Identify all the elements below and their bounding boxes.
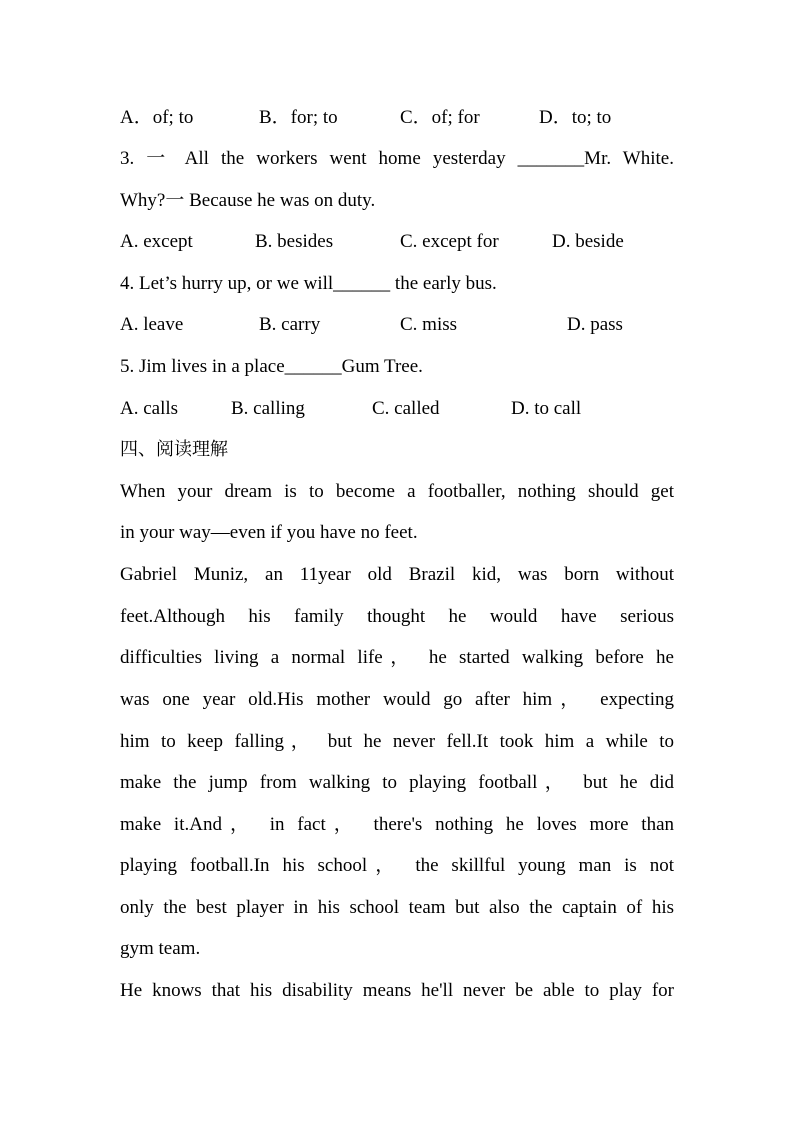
q4-stem: 4. Let’s hurry up, or we will______ the early bus. bbox=[120, 273, 497, 294]
passage-line: was one year old.His mother would go after him， expecting bbox=[120, 689, 674, 710]
section-heading: 四、阅读理解 bbox=[120, 439, 228, 460]
q4-option-d: D. pass bbox=[567, 314, 623, 335]
passage-line: playing football.In his school， the skillful young man is not bbox=[120, 855, 674, 876]
q3-option-c: C. except for bbox=[400, 231, 499, 252]
passage-line: in your way—even if you have no feet. bbox=[120, 522, 418, 543]
passage-line: only the best player in his school team but also the captain of his bbox=[120, 897, 674, 918]
passage-line: him to keep falling， but he never fell.It took him a while to bbox=[120, 731, 674, 752]
q3-option-a: A. except bbox=[120, 231, 193, 252]
q2-option-c: C．of; for bbox=[400, 107, 480, 128]
q3-stem-line-1: 3. 一 All the workers went home yesterday _______Mr. White. bbox=[120, 148, 674, 169]
q3-option-d: D. beside bbox=[552, 231, 624, 252]
q5-option-c: C. called bbox=[372, 398, 440, 419]
q3-option-b: B. besides bbox=[255, 231, 334, 252]
passage-line: make it.And， in fact， there's nothing he loves more than bbox=[120, 814, 674, 835]
q2-option-d: D．to; to bbox=[539, 107, 612, 128]
q4-option-c: C. miss bbox=[400, 314, 458, 335]
passage-line: When your dream is to become a footballer, nothing should get bbox=[120, 481, 674, 502]
q3-stem-line-2: Why?一 Because he was on duty. bbox=[120, 190, 376, 211]
q2-option-a: A．of; to bbox=[120, 107, 194, 128]
passage-line: Gabriel Muniz, an 11year old Brazil kid, was born without bbox=[120, 564, 674, 585]
q5-option-a: A. calls bbox=[120, 398, 179, 419]
passage-line: He knows that his disability means he'll never be able to play for bbox=[120, 980, 674, 1001]
q2-option-b: B．for; to bbox=[259, 107, 338, 128]
q5-option-d: D. to call bbox=[511, 398, 582, 419]
passage-line: gym team. bbox=[120, 938, 201, 959]
q4-option-b: B. carry bbox=[259, 314, 321, 335]
q4-option-a: A. leave bbox=[120, 314, 184, 335]
q5-stem: 5. Jim lives in a place______Gum Tree. bbox=[120, 356, 423, 377]
q5-option-b: B. calling bbox=[231, 398, 305, 419]
passage-line: feet.Although his family thought he would have serious bbox=[120, 606, 674, 627]
passage-line: difficulties living a normal life， he started walking before he bbox=[120, 647, 674, 668]
passage-line: make the jump from walking to playing football， but he did bbox=[120, 772, 674, 793]
